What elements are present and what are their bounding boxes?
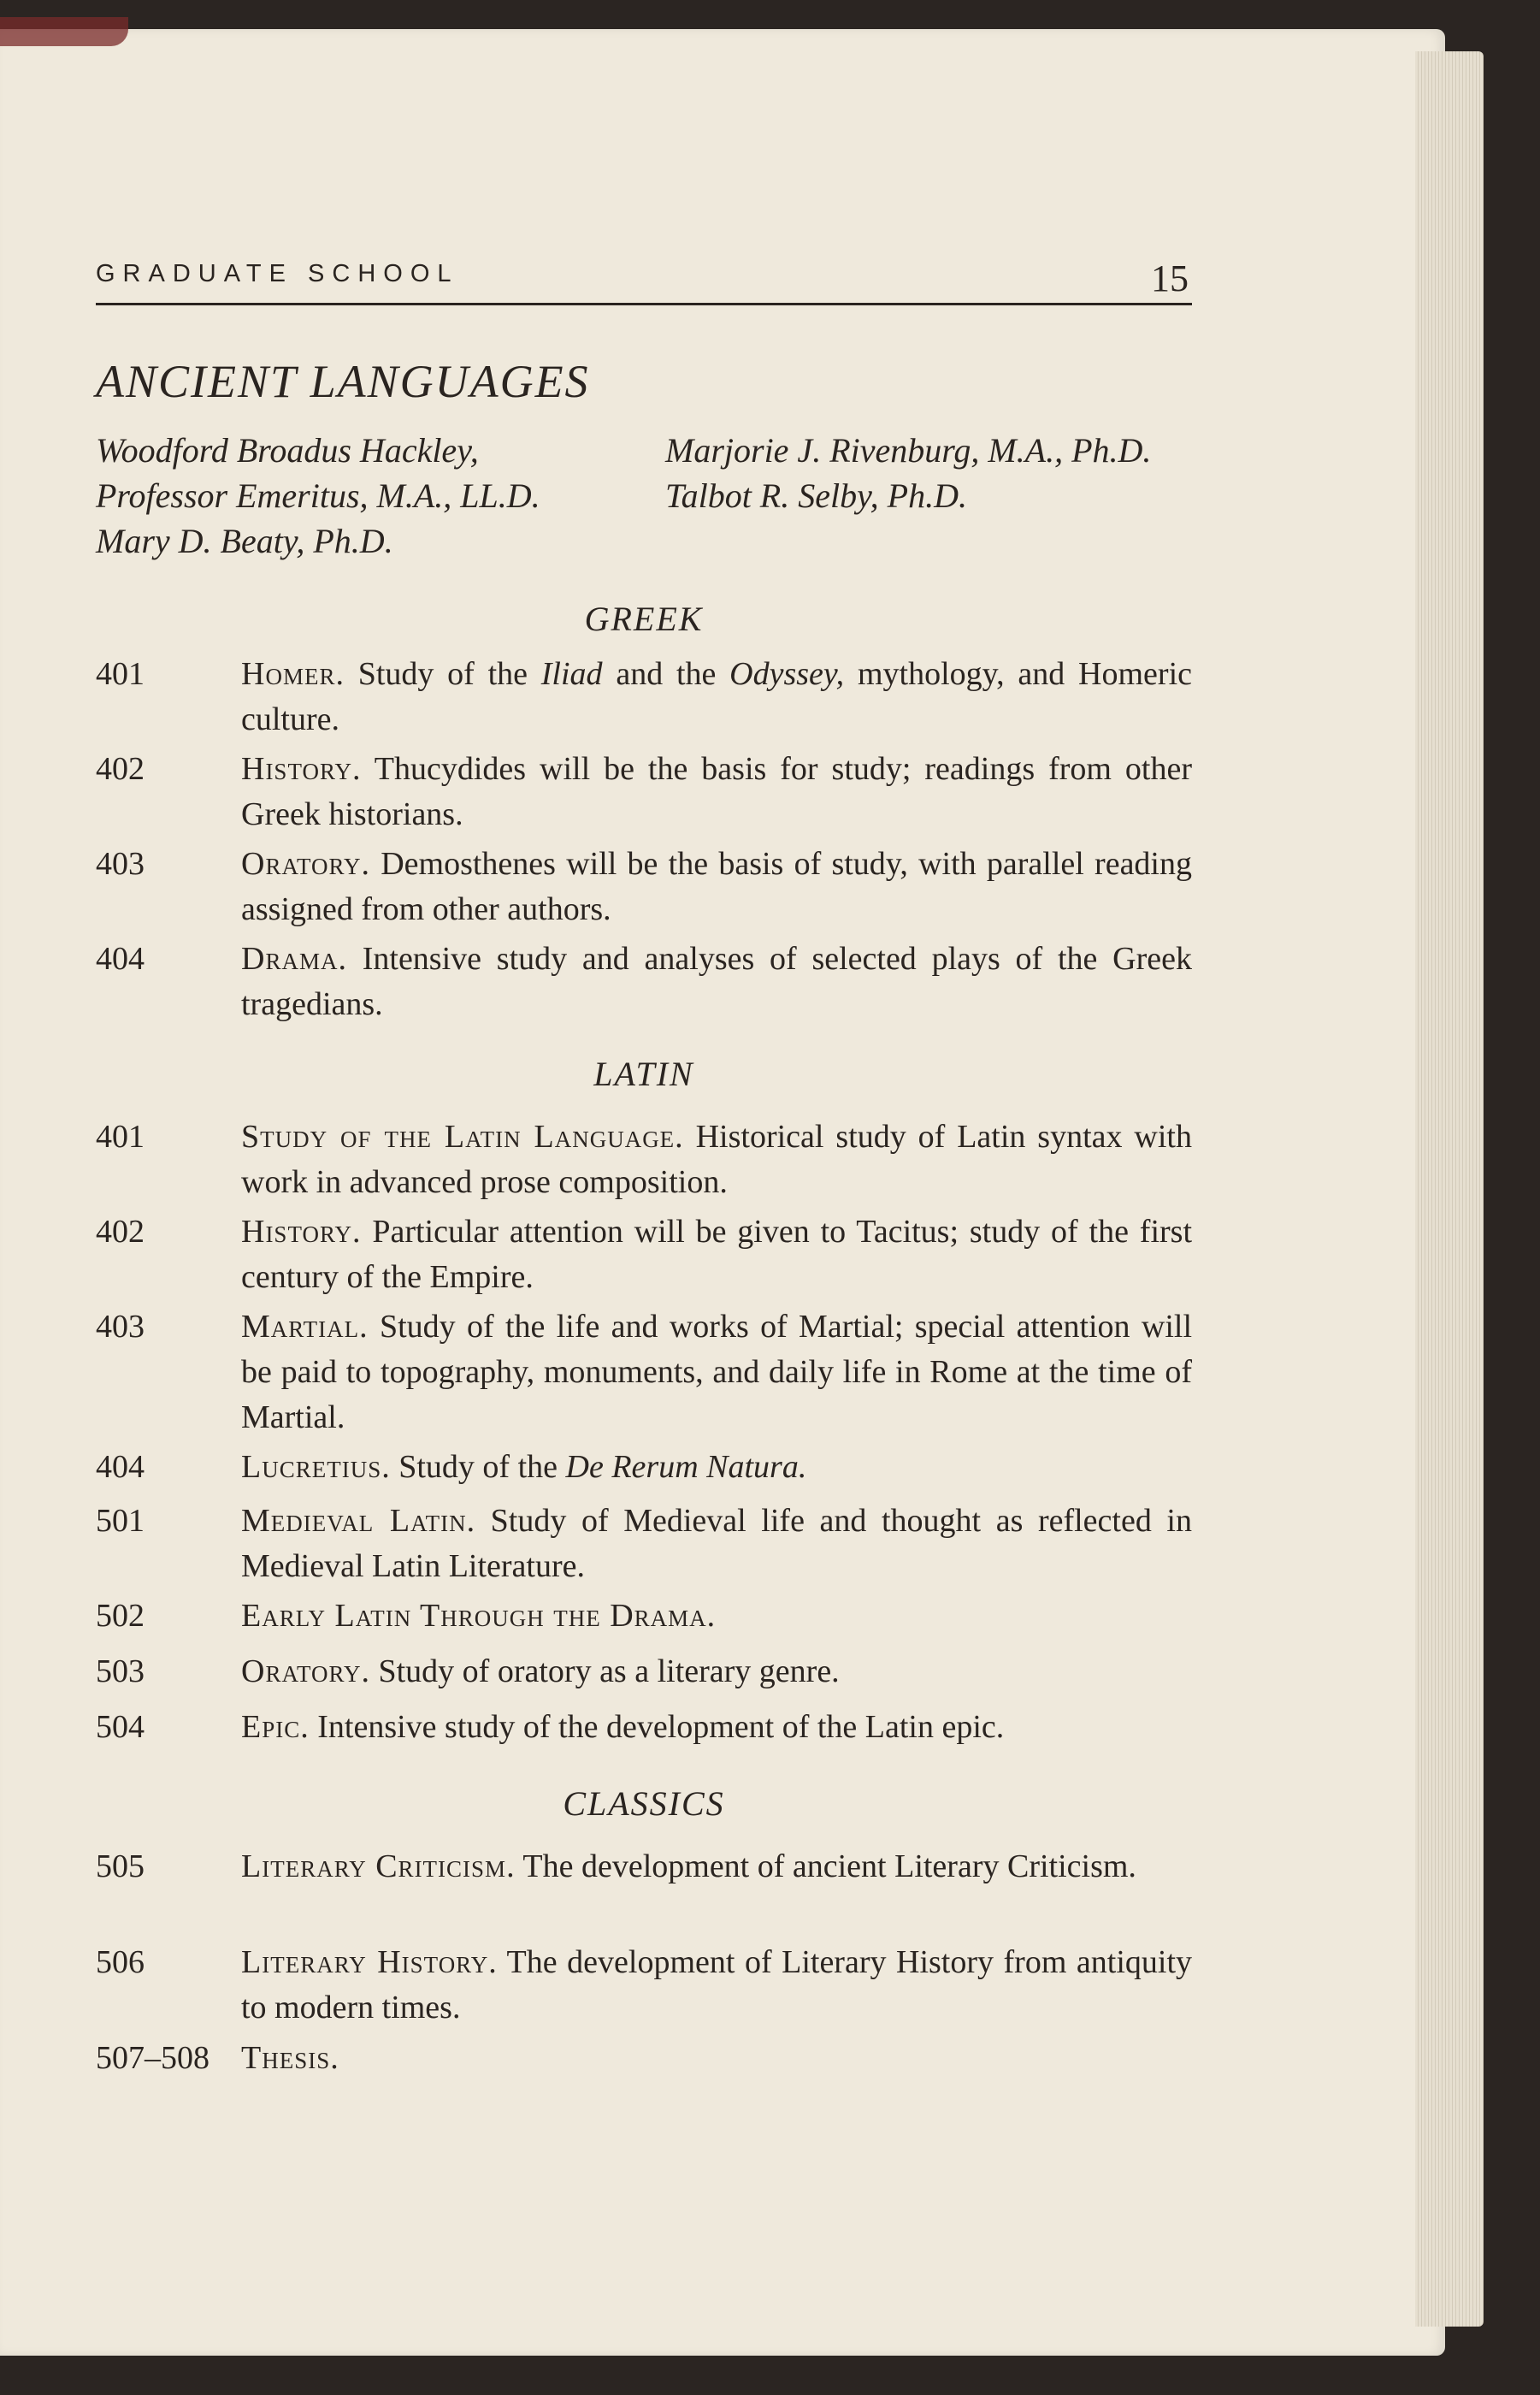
course-description: Intensive study and analyses of selected plays of the Greek tragedians. xyxy=(241,941,1192,1022)
course-description: Intensive study of the development of the Latin epic. xyxy=(309,1709,1005,1745)
course-name: Literary History. xyxy=(241,1944,498,1980)
course-text xyxy=(241,652,1192,742)
course-entry xyxy=(96,1649,1192,1694)
course-entry xyxy=(96,747,1192,837)
running-head xyxy=(96,257,1192,305)
course-entry xyxy=(96,1844,1192,1889)
course-name: Epic. xyxy=(241,1709,310,1745)
page-edges xyxy=(1415,51,1484,2327)
course-name: Thesis. xyxy=(241,2040,339,2076)
course-number: 504 xyxy=(96,1709,145,1745)
subsection-heading-greek: GREEK xyxy=(584,600,704,638)
course-entry xyxy=(96,1499,1192,1589)
course-description: Study of the xyxy=(390,1449,566,1485)
course-text xyxy=(241,2036,1192,2081)
course-entry xyxy=(96,2036,1192,2081)
subsection-heading-latin: LATIN xyxy=(593,1055,694,1093)
course-name: Study of the Latin Language. xyxy=(241,1119,684,1155)
course-text xyxy=(241,1705,1192,1750)
course-text xyxy=(241,1594,1192,1639)
course-number: 402 xyxy=(96,1214,145,1250)
course-description: Particular attention will be given to Tacitus; study of the first century of the Empire. xyxy=(241,1214,1192,1295)
course-entry xyxy=(96,1705,1192,1750)
course-entry xyxy=(96,937,1192,1027)
faculty-name: Mary D. Beaty, Ph.D. xyxy=(96,522,393,560)
course-text xyxy=(241,842,1192,932)
course-number: 401 xyxy=(96,1119,145,1155)
course-description: The development of Literary History from antiquity to modern times. xyxy=(241,1944,1193,2025)
running-title: GRADUATE SCHOOL xyxy=(96,260,459,287)
work-title: De Rerum Natura. xyxy=(565,1449,807,1485)
course-text xyxy=(241,1499,1192,1589)
course-text xyxy=(241,1115,1192,1205)
course-name: Early Latin Through the Drama. xyxy=(241,1598,717,1634)
course-description: Study of oratory as a literary genre. xyxy=(369,1653,840,1689)
faculty-name: Talbot R. Selby, Ph.D. xyxy=(665,476,967,515)
course-entry xyxy=(96,652,1192,742)
course-text xyxy=(241,1649,1192,1694)
course-entry xyxy=(96,1940,1192,2031)
course-entry xyxy=(96,1115,1192,1205)
faculty-list-right xyxy=(665,428,1151,518)
course-description: Historical study of Latin syntax with work in advanced prose composition. xyxy=(241,1119,1192,1200)
course-text xyxy=(241,937,1192,1027)
section-title: ANCIENT LANGUAGES xyxy=(96,356,590,407)
course-number: 503 xyxy=(96,1653,145,1689)
course-entry xyxy=(96,1304,1192,1440)
course-number: 502 xyxy=(96,1598,145,1634)
course-entry xyxy=(96,1209,1192,1300)
course-name: Medieval Latin. xyxy=(241,1503,476,1539)
course-description: and the xyxy=(602,656,730,692)
course-number: 505 xyxy=(96,1848,145,1884)
course-description: mythology, and Homeric culture. xyxy=(241,656,1192,737)
course-number: 404 xyxy=(96,1449,145,1485)
faculty-list-left xyxy=(96,428,540,564)
subsection-heading-classics: CLASSICS xyxy=(563,1784,725,1823)
course-number: 401 xyxy=(96,656,145,692)
course-text xyxy=(241,1304,1192,1440)
course-number: 501 xyxy=(96,1503,145,1539)
course-name: Homer. xyxy=(241,656,345,692)
course-entry xyxy=(96,1594,1192,1639)
course-description: Thucydides will be the basis for study; readings from other Greek historians. xyxy=(241,751,1192,832)
course-number: 403 xyxy=(96,1309,145,1345)
course-name: Oratory. xyxy=(241,846,370,882)
course-number: 507–508 xyxy=(96,2040,209,2076)
course-description: Demosthenes will be the basis of study, with parallel reading assigned from other authors. xyxy=(241,846,1192,927)
course-number: 506 xyxy=(96,1944,145,1980)
work-title: Iliad xyxy=(540,656,603,692)
course-name: History. xyxy=(241,751,362,787)
course-text xyxy=(241,1445,1192,1490)
work-title: Odyssey, xyxy=(729,656,845,692)
course-name: Martial. xyxy=(241,1309,369,1345)
course-description: Study of Medieval life and thought as reflected in Medieval Latin Literature. xyxy=(241,1503,1192,1584)
faculty-name: Woodford Broadus Hackley, xyxy=(96,431,479,470)
page-number: 15 xyxy=(1151,257,1189,299)
course-number: 404 xyxy=(96,941,145,977)
course-entry xyxy=(96,1445,1192,1490)
course-name: Lucretius. xyxy=(241,1449,391,1485)
course-text xyxy=(241,1844,1192,1889)
course-text xyxy=(241,1209,1192,1300)
course-name: Drama. xyxy=(241,941,347,977)
course-description: Study of the life and works of Martial; special attention will be paid to topography, monuments, and daily life in Rome at the time of Martial. xyxy=(241,1309,1192,1435)
course-name: Literary Criticism. xyxy=(241,1848,516,1884)
course-text xyxy=(241,747,1192,837)
course-entry xyxy=(96,842,1192,932)
course-number: 402 xyxy=(96,751,145,787)
course-text xyxy=(241,1940,1192,2031)
course-description: Study of the xyxy=(344,656,541,692)
course-name: Oratory. xyxy=(241,1653,370,1689)
course-name: History. xyxy=(241,1214,362,1250)
course-description: The development of ancient Literary Criticism. xyxy=(515,1848,1136,1884)
faculty-title: Professor Emeritus, M.A., LL.D. xyxy=(96,476,540,515)
course-number: 403 xyxy=(96,846,145,882)
binding-ribbon xyxy=(0,17,128,46)
faculty-name: Marjorie J. Rivenburg, M.A., Ph.D. xyxy=(665,431,1152,470)
